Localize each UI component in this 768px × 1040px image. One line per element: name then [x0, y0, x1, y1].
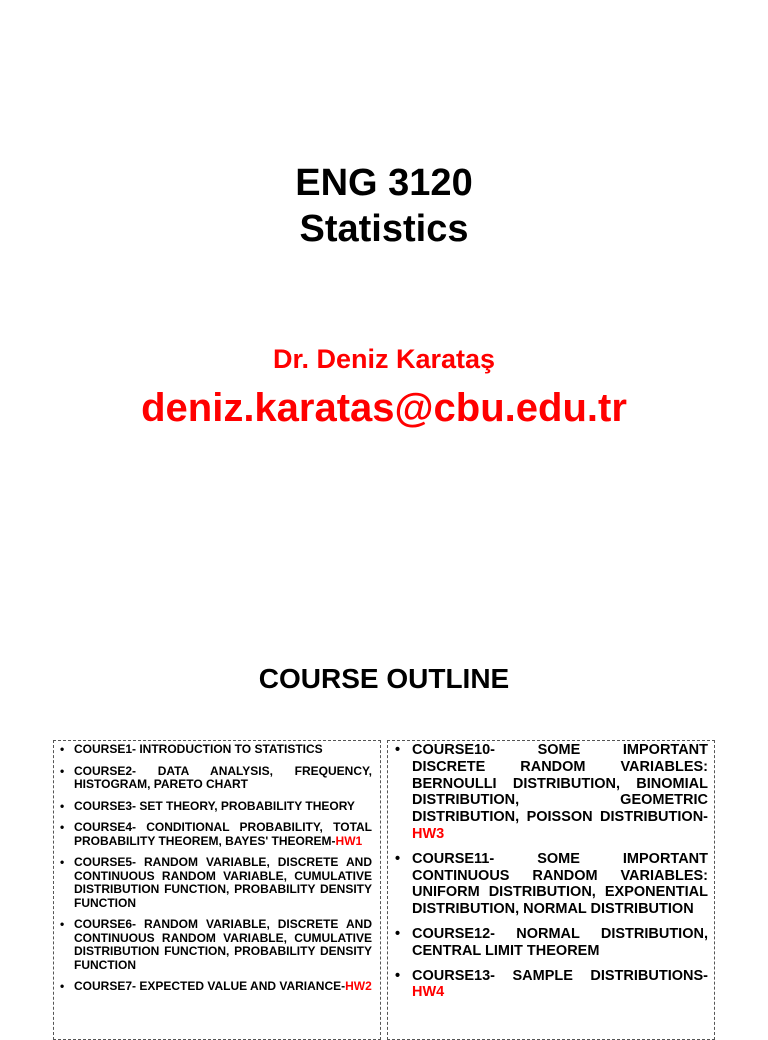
outline-item	[54, 980, 380, 994]
outline-right-column	[387, 740, 715, 1040]
outline-item	[54, 800, 380, 814]
outline-item	[388, 742, 714, 843]
outline-item-text: COURSE12- NORMAL DISTRIBUTION, CENTRAL LIMIT THEOREM	[412, 925, 708, 959]
outline-left-column	[53, 740, 381, 1040]
outline-heading: COURSE OUTLINE	[258, 663, 510, 694]
bullet-icon: •	[60, 820, 65, 834]
outline-item-text: COURSE13- SAMPLE DISTRIBUTIONS-	[412, 967, 708, 984]
bullet-icon: •	[60, 798, 65, 813]
instructor-name: Dr. Deniz Karataş	[272, 344, 496, 374]
bullet-icon: •	[60, 763, 65, 778]
outline-item	[388, 968, 714, 1002]
bullet-icon: •	[395, 850, 401, 867]
course-title	[0, 160, 768, 252]
outline-item-text: COURSE10- SOME IMPORTANT DISCRETE RANDOM VARIABLES: BERNOULLI DISTRIBUTION, BINOMIAL DISTRIBUTION, GEOMETRIC DISTRIBUTION, POISSON DISTRIBUTION-	[412, 742, 708, 826]
outline-right-list	[388, 741, 714, 1001]
bullet-icon: •	[60, 742, 65, 756]
course-code: ENG 3120	[295, 162, 473, 204]
homework-label: HW1	[335, 833, 363, 848]
course-name: Statistics	[299, 208, 469, 250]
bullet-icon: •	[395, 742, 401, 758]
homework-label: HW3	[412, 825, 445, 842]
homework-label: HW4	[412, 984, 445, 1001]
bullet-icon: •	[60, 917, 65, 931]
bullet-icon: •	[60, 979, 65, 993]
outline-item	[54, 821, 380, 848]
outline-item-text: COURSE3- SET THEORY, PROBABILITY THEORY	[74, 798, 355, 813]
bullet-icon: •	[60, 855, 65, 869]
outline-item	[54, 918, 380, 972]
outline-item	[388, 926, 714, 960]
outline-left-list	[54, 741, 380, 994]
outline-item	[54, 856, 380, 910]
outline-item-text: COURSE1- INTRODUCTION TO STATISTICS	[74, 742, 323, 756]
outline-item-text: COURSE6- RANDOM VARIABLE, DISCRETE AND CONTINUOUS RANDOM VARIABLE, CUMULATIVE DISTRIBUTION FUNCTION, PROBABILITY DENSITY FUNCTION	[74, 917, 372, 972]
bullet-icon: •	[395, 925, 401, 942]
outline-item-text: COURSE5- RANDOM VARIABLE, DISCRETE AND CONTINUOUS RANDOM VARIABLE, CUMULATIVE DISTRIBUTION FUNCTION, PROBABILITY DENSITY FUNCTION	[74, 855, 372, 910]
outline-item-text: COURSE4- CONDITIONAL PROBABILITY, TOTAL PROBABILITY THEOREM, BAYES' THEOREM-	[74, 820, 372, 848]
bullet-icon: •	[395, 967, 401, 984]
outline-item	[54, 743, 380, 757]
outline-item	[54, 765, 380, 792]
outline-item-text: COURSE2- DATA ANALYSIS, FREQUENCY, HISTOGRAM, PARETO CHART	[74, 763, 372, 791]
outline-item-text: COURSE7- EXPECTED VALUE AND VARIANCE-	[74, 979, 346, 993]
homework-label: HW2	[345, 979, 372, 993]
instructor-email: deniz.karatas@cbu.edu.tr	[141, 386, 627, 430]
outline-item-text: COURSE11- SOME IMPORTANT CONTINUOUS RANDOM VARIABLES: UNIFORM DISTRIBUTION, EXPONENTIAL DISTRIBUTION, NORMAL DISTRIBUTION	[412, 850, 708, 918]
outline-item	[388, 851, 714, 918]
